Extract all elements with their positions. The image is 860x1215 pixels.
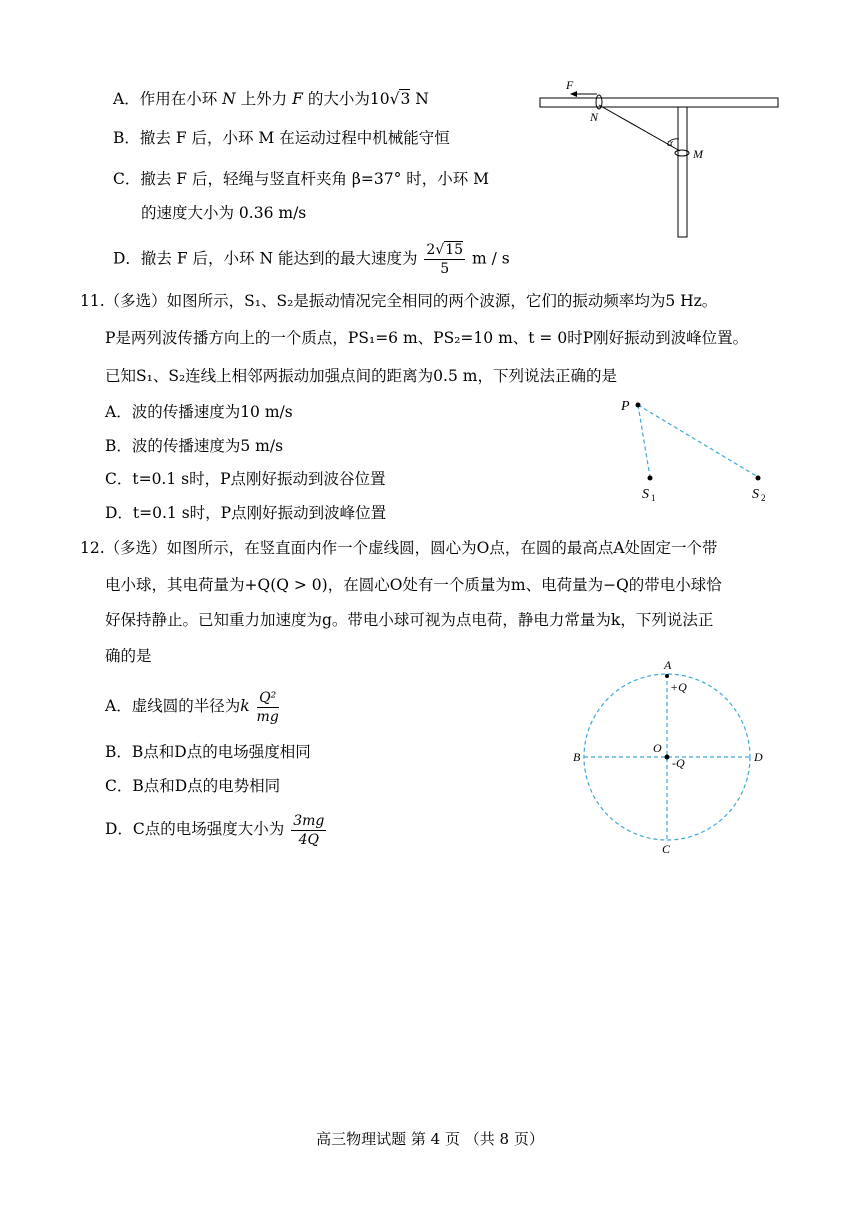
q11-figure [612, 393, 792, 508]
point-s1 [648, 476, 653, 481]
q10-option-c-line2: 的速度大小为 0.36 m/s [141, 204, 307, 222]
q11-option-b: B．波的传播速度为5 m/s [105, 437, 284, 455]
q11-stem-line2: P是两列波传播方向上的一个质点，PS₁=6 m、PS₂=10 m、t = 0时P刚好振动到波峰位置。 [105, 329, 749, 347]
numerator: Q² [257, 689, 279, 708]
option-text: 作用在小环 [139, 90, 218, 108]
q10-option-c-line1: C．撤去 F 后，轻绳与竖直杆夹角 β=37° 时，小环 M [113, 170, 490, 188]
label-s1-sub: 1 [651, 493, 656, 503]
option-text: D．撤去 F 后，小环 N 能达到的最大速度为 [113, 249, 418, 268]
label-o: O [653, 741, 662, 755]
q11-option-c: C．t=0.1 s时，P点刚好振动到波谷位置 [105, 470, 386, 488]
q11-option-a: A．波的传播速度为10 m/s [105, 403, 293, 421]
point-p [636, 403, 641, 408]
var-k: k [240, 697, 250, 715]
page-footer: 高三物理试题 第 4 页 （共 8 页） [316, 1130, 544, 1148]
q12-stem-line3: 好保持静止。已知重力加速度为g。带电小球可视为点电荷，静电力常量为k，下列说法正 [105, 611, 714, 629]
point-s2 [756, 476, 761, 481]
root-value: 3 [400, 90, 411, 108]
q10-option-a: A．作用在小环 N 上外力 F 的大小为10√3 N [113, 90, 429, 108]
denominator: 4Q [298, 831, 319, 848]
var-n: N [222, 90, 236, 108]
label-n: N [590, 110, 599, 124]
label-minus-q: -Q [672, 756, 685, 770]
value: 10 [369, 90, 390, 108]
unit: N [415, 90, 429, 108]
q12-option-a [105, 688, 281, 726]
label-f: F [566, 78, 574, 92]
q12-stem-line2: 电小球，其电荷量为+Q(Q > 0)，在圆心O处有一个质量为m、电荷量为−Q的带电小球恰 [105, 576, 722, 594]
q12-option-b: B．B点和D点的电场强度相同 [105, 743, 311, 761]
fraction [257, 689, 279, 726]
label-a: A [664, 658, 672, 672]
denominator: 5 [440, 261, 450, 277]
root-value: 15 [445, 242, 464, 258]
q12-figure [570, 655, 770, 855]
label-s1: S [642, 487, 649, 502]
line-ps2 [638, 405, 758, 477]
label-s2: S [752, 487, 759, 502]
label-c: C [662, 842, 671, 856]
line-ps1 [638, 405, 650, 477]
label-p: P [621, 399, 630, 414]
option-text: D．C点的电场强度大小为 [105, 820, 285, 838]
label-b: B [573, 750, 581, 764]
q12-option-d [105, 811, 328, 849]
vertical-rod [678, 107, 687, 237]
fraction: $\frac{2√15}{5}$ [426, 242, 464, 277]
q12-stem-line4: 确的是 [105, 647, 152, 665]
horizontal-rod [540, 98, 778, 107]
label-plus-q: +Q [670, 680, 687, 694]
option-text: 的大小为 [307, 90, 370, 108]
q10-figure [530, 70, 790, 250]
coef: 2 [426, 242, 436, 258]
q10-option-b: B．撤去 F 后，小环 M 在运动过程中机械能守恒 [113, 129, 450, 147]
numerator: 3mg [293, 812, 325, 829]
q10-option-d [113, 241, 510, 278]
label-s2-sub: 2 [761, 493, 766, 503]
option-label: A． [113, 90, 140, 108]
q11-option-d: D．t=0.1 s时，P点刚好振动到波峰位置 [105, 504, 387, 522]
label-m: M [693, 147, 703, 161]
option-text: 上外力 [240, 90, 288, 108]
q11-stem-line1: 11.（多选）如图所示，S₁、S₂是振动情况完全相同的两个波源，它们的振动频率均为5 Hz。 [80, 292, 718, 310]
charge-a [665, 674, 669, 678]
label-d: D [754, 750, 763, 764]
q12-stem-line1: 12.（多选）如图所示，在竖直面内作一个虚线圆，圆心为O点，在圆的最高点A处固定一个带 [80, 539, 718, 557]
q11-stem-line3: 已知S₁、S₂连线上相邻两振动加强点间的距离为0.5 m，下列说法正确的是 [105, 367, 617, 385]
unit: m / s [472, 249, 510, 268]
denominator: mg [256, 708, 279, 725]
var-f: F [292, 90, 303, 108]
charge-o [665, 755, 670, 760]
q12-option-c: C．B点和D点的电势相同 [105, 777, 281, 795]
fraction [291, 812, 326, 849]
option-text: A．虚线圆的半径为 [105, 697, 241, 715]
label-alpha: α [667, 137, 673, 149]
